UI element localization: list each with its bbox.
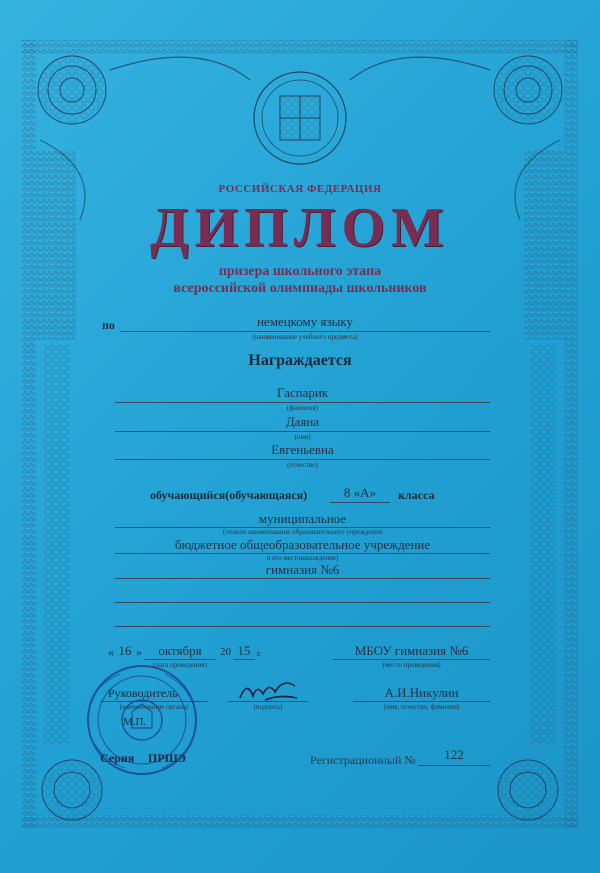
awarded-label: Награждается — [248, 352, 352, 369]
date-year: 15 — [237, 643, 251, 658]
registration-line — [418, 765, 490, 766]
stamp-mp: М.П. — [123, 716, 147, 728]
subject-caption: (наименование учебного предмета) — [252, 333, 358, 341]
date-month: октября — [158, 643, 202, 658]
school-line-4 — [115, 602, 490, 603]
date-close-quote: » — [136, 645, 142, 659]
subject-value: немецкому языку — [256, 314, 354, 329]
place-line — [333, 659, 490, 660]
school-caption-2: и его местонахождение) — [266, 554, 339, 562]
patronymic-line — [115, 459, 490, 460]
class-line — [330, 502, 390, 503]
date-year-suffix: г. — [257, 649, 262, 658]
subtitle-line-1: призера школьного этапа — [218, 264, 382, 279]
school-value-2: бюджетное общеобразовательное учреждение — [174, 537, 431, 552]
patronymic-caption: (отчество) — [287, 461, 318, 469]
place-value: МБОУ гимназия №6 — [354, 643, 469, 658]
class-prefix: обучающийся(обучающаяся) — [150, 488, 308, 502]
diploma-title: ДИПЛОМ — [150, 197, 450, 259]
date-open-quote: « — [108, 645, 114, 659]
class-suffix: класса — [398, 488, 435, 502]
country-label: РОССИЙСКАЯ ФЕДЕРАЦИЯ — [218, 183, 382, 195]
series-value: ПРШЭ — [148, 751, 186, 765]
school-value-1: муниципальное — [258, 511, 347, 526]
date-month-line — [144, 659, 216, 660]
signer-role-caption: (наименование органа) — [119, 703, 189, 711]
surname-value: Гаспарик — [276, 385, 329, 400]
registration-label: Регистрационный № — [310, 753, 416, 767]
surname-line — [115, 402, 490, 403]
signer-role: Руководитель — [108, 686, 178, 700]
date-caption: (дата проведения) — [153, 661, 207, 669]
school-caption-1: (полное наименование образовательного учреждения — [222, 528, 383, 536]
signature-line — [228, 701, 308, 702]
signer-name-line — [353, 701, 490, 702]
signer-name: А.И.Никулин — [384, 685, 459, 700]
surname-caption: (фамилия) — [287, 404, 318, 412]
subtitle-line-2: всероссийской олимпиады школьников — [173, 281, 427, 296]
subject-line — [120, 331, 490, 332]
date-day: 16 — [118, 643, 132, 658]
signature-caption: (подпись) — [253, 703, 283, 711]
name-line — [115, 431, 490, 432]
registration-value: 122 — [444, 747, 464, 762]
school-value-3: гимназия №6 — [265, 562, 340, 577]
date-year-line — [233, 659, 255, 660]
signer-name-caption: (имя, отчество, фамилия) — [383, 703, 460, 711]
school-line-5 — [115, 626, 490, 627]
signer-role-line — [100, 701, 208, 702]
patronymic-value: Евгеньевна — [271, 442, 334, 457]
place-caption: (место проведения) — [382, 661, 441, 669]
subject-prefix: по — [102, 318, 115, 332]
name-value: Даяна — [285, 414, 320, 429]
series-label: Серия — [100, 751, 135, 765]
name-caption: (имя) — [294, 433, 311, 441]
school-line-3 — [115, 578, 490, 579]
date-year-prefix: 20 — [220, 646, 231, 658]
class-value: 8 «А» — [343, 485, 377, 500]
